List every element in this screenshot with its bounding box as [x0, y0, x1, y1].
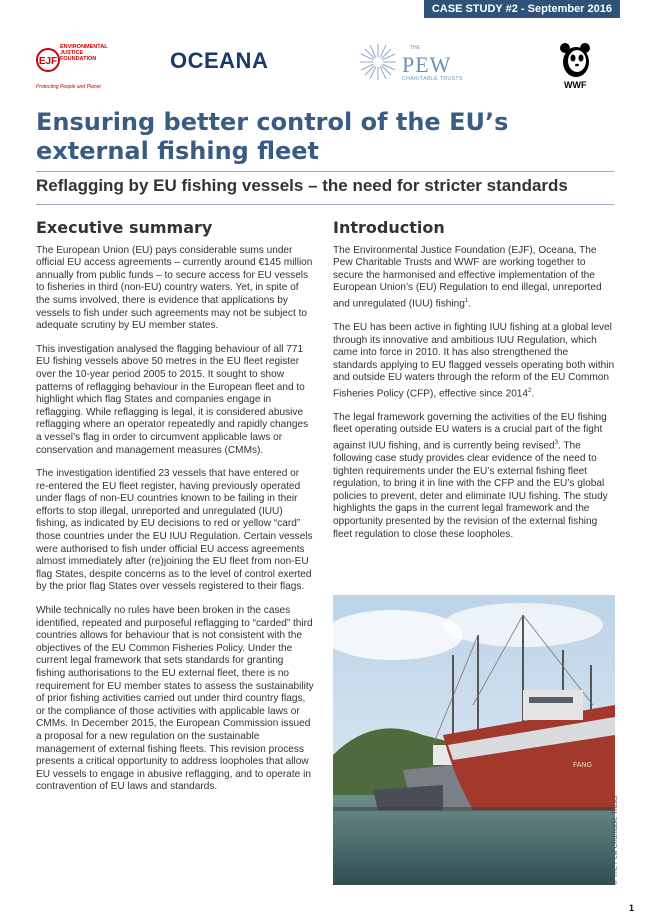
executive-summary-column — [36, 218, 314, 805]
pew-logo — [358, 40, 468, 90]
ship-name-label: FANG — [573, 762, 593, 769]
intro-text: The Environmental Justice Foundation (EJF), Oceana, The Pew Charitable Trusts and WWF are working together to secure the harmonised and effective implementation of the European Union’s (EU) Regulation to end illegal, unreported and unregulated (IUU) fishing — [333, 244, 602, 310]
footnote-ref[interactable]: 2 — [528, 387, 532, 394]
introduction-heading: Introduction — [333, 218, 445, 237]
intro-paragraph: The Environmental Justice Foundation (EJF), Oceana, The Pew Charitable Trusts and WWF are working together to secure the harmonised and effective implementation of the European Union’s (EU) Regulation to end illegal, unreported and unregulated (IUU) fishing$^1$. — [333, 244, 602, 310]
photo-credit: © The Pew Charitable Trusts — [612, 795, 619, 885]
document-title: Ensuring better control of the EU’s external fishing fleet — [36, 108, 509, 165]
intro-text: The legal framework governing the activities of the EU fishing fleet operating outside EU waters is a crucial part of the fight against IUU fishing, and is currently being revised — [333, 411, 607, 452]
pew-sunburst-icon — [358, 42, 398, 82]
introduction-column — [333, 218, 615, 552]
summary-paragraph: The European Union (EU) pays considerable sums under official EU access agreements – currently around €145 million annually from public funds – to secure access for EU vessels to fisheries in third (non-EU) country waters. Yet, in spite of the sums involved, there is evidence that applications by vessels to fish under such agreements may not be subject to adequate scrutiny by EU member states. — [36, 244, 313, 332]
partner-logos — [36, 40, 620, 96]
intro-text: The EU has been active in fighting IUU fishing at a global level through its innovative and ambitious IUU Regulation, which came into force in 2010. It has also strengthened the standards applying to EU flagged vessels operating both within and outside EU waters through the reform of the EU Common Fisheries Policy (CFP), effective since 2014 — [333, 321, 615, 400]
pew-wordmark: PEW — [402, 52, 452, 77]
intro-paragraph: The EU has been active in fighting IUU fishing at a global level through its innovative and ambitious IUU Regulation, which came into force in 2010. It has also strengthened the standards applying to EU flagged vessels operating both within and outside EU waters through the reform of the EU Common Fisheries Policy (CFP), effective since 2014$^2$. — [333, 321, 615, 400]
ejf-mark-text: EJF — [38, 56, 58, 67]
harbor-scene-image — [333, 595, 615, 885]
panda-icon — [556, 40, 596, 80]
subtitle-divider — [36, 204, 614, 205]
footnote-ref[interactable]: 1 — [464, 297, 469, 304]
fishing-vessel-photo — [333, 595, 615, 885]
ejf-mark-icon — [36, 40, 60, 80]
wwf-logo — [556, 40, 596, 94]
document-subtitle: Reflagging by EU fishing vessels – the need for stricter standards — [36, 176, 568, 195]
footnote-ref[interactable]: 3 — [554, 440, 558, 447]
summary-paragraph: While technically no rules have been broken in the cases identified, repeated and purposeful reflagging to “carded” third countries allows for behaviour that is not consistent with the objectives of the EU Common Fisheries Policy. Under the current legal framework that sets standards for granting fishing authorisations to the EU external fleet, there is no requirement for EU member states to assess the sustainability of prior fishing activities carried out under third country flags, or the compliance of those activities with applicable laws or CMMs. In December 2015, the European Commission issued a proposal for a new regulation on the sustainable management of external fishing fleets. This revision process presents a critical opportunity to address loopholes that allow EU vessels to engage in abusive reflagging, and to operate in contravention of EU laws and standards. — [36, 605, 314, 793]
pew-subtitle: CHARITABLE TRUSTS — [402, 76, 463, 82]
ejf-name: ENVIRONMENTAL JUSTICE FOUNDATION — [60, 44, 108, 62]
intro-text: . The following case study provides clear evidence of the need to tighten requirements under the EU’s external fishing fleet regulation, to bring it in line with the CFP and the EU’s global policies to prevent, deter and eliminate IUU fishing. The study highlights the gaps in the current legal framework and the opportunity presented by the revision of the external fishing fleet regulation to close these loopholes. — [333, 440, 608, 540]
oceana-logo: OCEANA — [170, 48, 269, 73]
ejf-tagline: Protecting People and Planet — [36, 84, 101, 90]
summary-paragraph: The investigation identified 23 vessels that have entered or re-entered the EU fleet register, having previously operated under flags of non-EU countries known to be failing in their efforts to stop illegal, unreported and unregulated (IUU) fishing, as indicated by EU decisions to red or yellow “card” those countries under the EU IUU Regulation. Certain vessels were authorised to fish under official EU access agreements almost immediately after (re)joining the EU fleet from non-EU flag States, despite concerns as to the level of control exerted by the prior flag States over vessels registered to their flags. — [36, 468, 313, 593]
ejf-logo — [36, 40, 146, 94]
pew-the: THE — [410, 45, 420, 51]
title-divider — [36, 171, 614, 172]
intro-paragraph — [333, 412, 615, 541]
wwf-label: WWF — [564, 80, 587, 90]
summary-paragraph: This investigation analysed the flagging behaviour of all 771 EU fishing vessels above 50 metres in the EU fleet register over the 10-year period 2005 to 2015. It sought to show patterns of reflagging behaviour in the European fleet and to highlight which flag States and companies engage in reflagging. While reflagging is legal, it is considered abusive reflagging where an operator repeatedly and rapidly changes a vessel’s flag in order to circumvent applicable laws or conservation and management measures (CMMs). — [36, 343, 309, 456]
case-study-badge: CASE STUDY #2 - September 2016 — [424, 0, 620, 18]
page-number: 1 — [628, 903, 634, 913]
executive-summary-heading: Executive summary — [36, 218, 213, 237]
